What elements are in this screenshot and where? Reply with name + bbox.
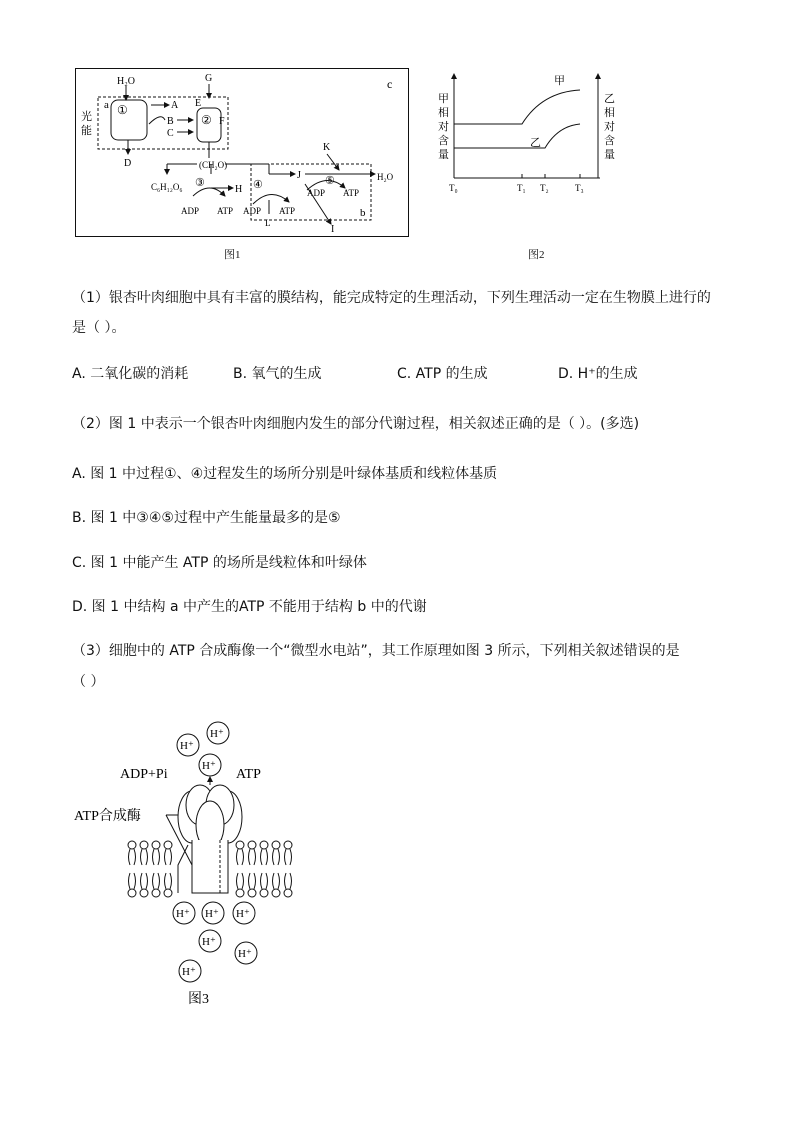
figure-3 <box>70 715 310 1015</box>
lipid-head <box>128 841 136 849</box>
q2-option-d: D. 图 1 中结构 a 中产生的ATP 不能用于结构 b 中的代谢 <box>72 599 427 615</box>
label-b: b <box>360 207 366 219</box>
lipid-head <box>164 841 172 849</box>
curve-yi-label: 乙 <box>530 137 541 149</box>
label-C: C <box>167 128 174 139</box>
lipid-tail <box>153 873 160 889</box>
n4: ④ <box>253 179 263 191</box>
right-axis-3: 对 <box>604 121 615 133</box>
figure-2-chart <box>430 68 630 196</box>
left-axis-1: 甲 <box>438 93 449 105</box>
lipid-head <box>164 889 172 897</box>
curve-yi <box>454 124 580 148</box>
label-J: J <box>297 170 301 181</box>
lipid-head <box>284 841 292 849</box>
right-axis-4: 含 <box>604 135 615 147</box>
lipid-head <box>260 841 268 849</box>
label-G: G <box>205 73 213 84</box>
label-D: D <box>124 158 132 169</box>
ch2o: (CH₂O) <box>199 160 228 170</box>
enzyme-label: ATP合成酶 <box>74 809 141 824</box>
lipid-tail <box>129 873 136 889</box>
label-K: K <box>323 142 331 153</box>
figure-3-caption: 图3 <box>188 992 209 1007</box>
lipid-tail <box>237 873 244 889</box>
label-I: I <box>331 224 335 235</box>
atp-2: ATP <box>279 206 296 216</box>
figure-1 <box>75 68 410 238</box>
lipid-head <box>248 889 256 897</box>
lipid-tail <box>141 849 148 865</box>
h-plus-top-3: H⁺ <box>202 760 216 772</box>
lipid-tail <box>237 849 244 865</box>
q1-option-a: A. 二氧化碳的消耗 <box>72 366 189 382</box>
q1-option-b: B. 氧气的生成 <box>233 366 322 382</box>
lipid-tail <box>249 873 256 889</box>
q3-stem-line1: （3）细胞中的 ATP 合成酶像一个“微型水电站”，其工作原理如图 3 所示，下列相关叙述错误的是 <box>72 643 680 659</box>
lipid-head <box>236 841 244 849</box>
label-H: H <box>235 184 243 195</box>
q1-stem-line2: 是（ ）。 <box>72 320 126 336</box>
lipid-tail <box>273 849 280 865</box>
lipid-tail <box>285 873 292 889</box>
glucose: C₆H₁₂O₆ <box>151 182 183 192</box>
adp-1: ADP <box>181 206 200 216</box>
lipid-head <box>236 889 244 897</box>
figure-2 <box>430 68 630 196</box>
lipid-tail <box>153 849 160 865</box>
lipid-head <box>140 889 148 897</box>
q2-option-b: B. 图 1 中③④⑤过程中产生能量最多的是⑤ <box>72 510 341 526</box>
h-plus-bottom-4: H⁺ <box>202 936 216 948</box>
h-plus-top-2: H⁺ <box>210 728 224 740</box>
h-plus-bottom-3: H⁺ <box>236 908 250 920</box>
q1-option-c: C. ATP 的生成 <box>397 366 488 382</box>
light-2: 能 <box>81 125 92 137</box>
adp-2: ADP <box>243 206 262 216</box>
lipid-head <box>152 889 160 897</box>
lipid-head <box>128 889 136 897</box>
lipid-head <box>140 841 148 849</box>
atp-3: ATP <box>343 188 360 198</box>
q2-option-c: C. 图 1 中能产生 ATP 的场所是线粒体和叶绿体 <box>72 555 367 571</box>
figure-1-caption: 图1 <box>224 249 241 261</box>
label-E: E <box>195 98 202 109</box>
label-L: L <box>265 218 271 228</box>
tick-T3: T₃ <box>575 183 584 193</box>
h2o-right: H₂O <box>377 172 394 182</box>
h-plus-bottom-5: H⁺ <box>238 948 252 960</box>
lipid-head <box>272 889 280 897</box>
tick-T0: T₀ <box>449 183 458 193</box>
left-axis-3: 对 <box>438 121 449 133</box>
left-axis-2: 相 <box>438 107 449 119</box>
lipid-head <box>152 841 160 849</box>
q2-stem: （2）图 1 中表示一个银杏叶肉细胞内发生的部分代谢过程，相关叙述正确的是（ ）。(多选) <box>72 416 640 432</box>
lipid-tail <box>249 849 256 865</box>
n5: ⑤ <box>325 175 335 187</box>
h-plus-bottom-1: H⁺ <box>176 908 190 920</box>
curve-jia-label: 甲 <box>554 75 565 87</box>
q1-option-d: D. H⁺的生成 <box>558 366 638 382</box>
lipid-head <box>260 889 268 897</box>
h-plus-bottom-2: H⁺ <box>205 908 219 920</box>
lipid-tail <box>165 849 172 865</box>
lipid-head <box>248 841 256 849</box>
label-c: c <box>387 77 393 91</box>
figure-2-caption: 图2 <box>528 249 545 261</box>
adp-3: ADP <box>307 188 326 198</box>
right-axis-2: 相 <box>604 107 615 119</box>
label-B: B <box>167 116 174 127</box>
atp-1: ATP <box>217 206 234 216</box>
right-axis-5: 量 <box>604 149 615 161</box>
h-plus-top-1: H⁺ <box>180 740 194 752</box>
lipid-tail <box>165 873 172 889</box>
h2o-top: H₂O <box>117 76 135 87</box>
figure-3-diagram <box>70 715 310 1015</box>
n3: ③ <box>195 177 205 189</box>
curve-jia <box>454 90 580 124</box>
figure-1-diagram <box>75 68 410 238</box>
n2: ② <box>201 113 212 127</box>
lipid-tail <box>261 873 268 889</box>
label-A: A <box>171 100 179 111</box>
lipid-tail <box>285 849 292 865</box>
lipid-tail <box>141 873 148 889</box>
q1-stem-line1: （1）银杏叶肉细胞中具有丰富的膜结构，能完成特定的生理活动，下列生理活动一定在生物膜上进行的 <box>72 290 711 306</box>
label-a: a <box>104 99 109 111</box>
q3-stem-line2: （ ） <box>72 674 105 690</box>
lipid-head <box>272 841 280 849</box>
lipid-tail <box>261 849 268 865</box>
left-axis-5: 量 <box>438 149 449 161</box>
q2-option-a: A. 图 1 中过程①、④过程发生的场所分别是叶绿体基质和线粒体基质 <box>72 466 498 482</box>
label-F: F <box>219 116 225 127</box>
tick-T2: T₂ <box>540 183 549 193</box>
h-plus-bottom-6: H⁺ <box>182 966 196 978</box>
right-axis-1: 乙 <box>604 93 615 105</box>
lipid-tail <box>129 849 136 865</box>
left-axis-4: 含 <box>438 135 449 147</box>
tick-T1: T₁ <box>517 183 526 193</box>
n1: ① <box>117 103 128 117</box>
lipid-tail <box>273 873 280 889</box>
light-1: 光 <box>81 111 92 123</box>
lipid-head <box>284 889 292 897</box>
adp-pi-label: ADP+Pi <box>120 767 168 782</box>
atp-label: ATP <box>236 767 261 782</box>
